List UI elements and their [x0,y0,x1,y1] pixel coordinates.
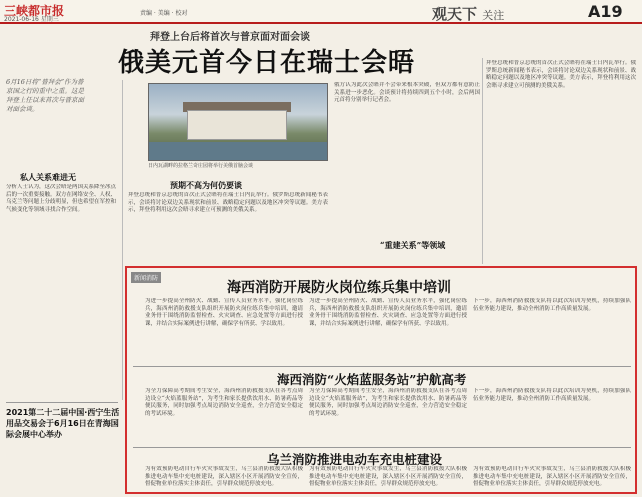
feature-body-2c: 下一步，海西州消防救援支队将以此次培训为契机，持续加强队伍业务能力建设，推动全州消防工作高质量发展。 [473,388,631,402]
feature-body-1b: 为进一步提高全州防火、战勤、宣传人员业务水平，强化岗位练兵，海西州消防救援支队组织开展防火岗位练兵集中培训，邀请业务骨干围绕消防监督检查、火灾调查、应急处置等方面进行授课，并结合实际案例进行讲解，确保学有所获、学以致用。 [309,298,467,327]
article-column-left: 分析人士认为，这次会晤是两国关系降至冰点后的一次重要接触。双方在网络安全、人权、乌克兰等问题上分歧明显，但也希望在军控和气候变化等领域寻找合作空间。 [6,184,116,213]
section-heading-middle: 预期不高为何仍要谈 [170,180,242,190]
feature-headline-2: 海西消防“火焰蓝服务站”护航高考 [277,372,467,387]
column-divider [482,58,483,264]
main-headline: 俄美元首今日在瑞士会晤 [118,48,416,78]
feature-tag: 新闻消防 [131,272,161,283]
pull-quote: 6月16日将“普拜会”作为普京国之行的重中之重。这是拜登上任以来首次与普京面对面会谈。 [6,78,84,113]
feature-body-2a: 为全力保障高考期间考生安全，海西州消防救援支队在各考点周边设立“火焰蓝服务站”，为考生和家长提供饮用水、防暑药品等便民服务，同时加强考点周边消防安全巡查，全力营造安全稳定的考试环境。 [145,388,303,417]
newspaper-logo: 三峡都市报 [4,4,65,18]
section-heading-right: “重建关系”等领域 [380,240,446,250]
issue-date: 2021-06-16 星期三 [4,16,59,23]
page-number: A19 [588,2,623,21]
feature-body-2b: 为全力保障高考期间考生安全，海西州消防救援支队在各考点周边设立“火焰蓝服务站”，为考生和家长提供饮用水、防暑药品等便民服务，同时加强考点周边消防安全巡查，全力营造安全稳定的考试环境。 [309,388,467,417]
feature-body-3b: 为有效预防电动自行车火灾事故发生，乌兰县消防救援大队积极推进电动车集中充电桩建设，深入辖区小区开展消防安全宣传，督促物业单位落实主体责任，引导群众规范停放充电。 [309,466,467,488]
feature-divider [133,447,631,448]
sidebar-box-title: 2021第二十二届中国·西宁生活用品交易会于6月16日在青海国际会展中心举办 [6,408,120,439]
subheadline: 拜登上台后将首次与普京面对面会谈 [150,32,310,43]
column-divider [122,80,123,400]
photo-building [187,110,287,140]
feature-body-3c: 为有效预防电动自行车火灾事故发生，乌兰县消防救援大队积极推进电动车集中充电桩建设，深入辖区小区开展消防安全宣传，督促物业单位落实主体责任，引导群众规范停放充电。 [473,466,631,488]
article-column-middle: 拜登总统和普京总统的首次正式会晤将在瑞士日内瓦举行。俄罗斯总统新闻秘书表示，会谈将讨论双边关系现状和前景、战略稳定问题以及地区冲突等议题。美方表示，拜登将利用这次会晤寻求建立可预测的美俄关系。 [128,192,328,214]
editor-credits: 责编 · 美编 · 校对 [140,10,188,17]
section-heading-left: 私人关系难进无 [20,172,76,182]
feature-headline-1: 海西消防开展防火岗位练兵集中培训 [227,280,451,296]
news-photo [148,83,328,161]
fire-safety-feature-box [125,266,637,494]
section-title: 观天下 关注 [432,5,505,23]
feature-headline-3: 乌兰消防推进电动车充电桩建设 [267,452,443,467]
article-column-right-1: 俄方认为此次会晤并不会带来根本突破，但双方都有意防止关系进一步恶化。会谈预计将持续四到五个小时，会后两国元首将分别举行记者会。 [334,82,480,104]
photo-caption: 日内瓦湖畔的拉格兰奇庄园将举行美俄首脑会谈 [148,163,254,169]
masthead [0,0,642,24]
article-column-right-2: 拜登总统和普京总统的首次正式会晤将在瑞士日内瓦举行。俄罗斯总统新闻秘书表示，会谈将讨论双边关系现状和前景、战略稳定问题以及地区冲突等议题。美方表示，拜登将利用这次会晤寻求建立可预测的美俄关系。 [486,60,636,89]
feature-body-1c: 下一步，海西州消防救援支队将以此次培训为契机，持续加强队伍业务能力建设，推动全州消防工作高质量发展。 [473,298,631,312]
photo-lake [149,142,328,161]
feature-divider [133,366,631,367]
box-rule [6,402,118,403]
feature-body-3a: 为有效预防电动自行车火灾事故发生，乌兰县消防救援大队积极推进电动车集中充电桩建设，深入辖区小区开展消防安全宣传，督促物业单位落实主体责任，引导群众规范停放充电。 [145,466,303,488]
feature-body-1a: 为进一步提高全州防火、战勤、宣传人员业务水平，强化岗位练兵，海西州消防救援支队组织开展防火岗位练兵集中培训，邀请业务骨干围绕消防监督检查、火灾调查、应急处置等方面进行授课，并结合实际案例进行讲解，确保学有所获、学以致用。 [145,298,303,327]
